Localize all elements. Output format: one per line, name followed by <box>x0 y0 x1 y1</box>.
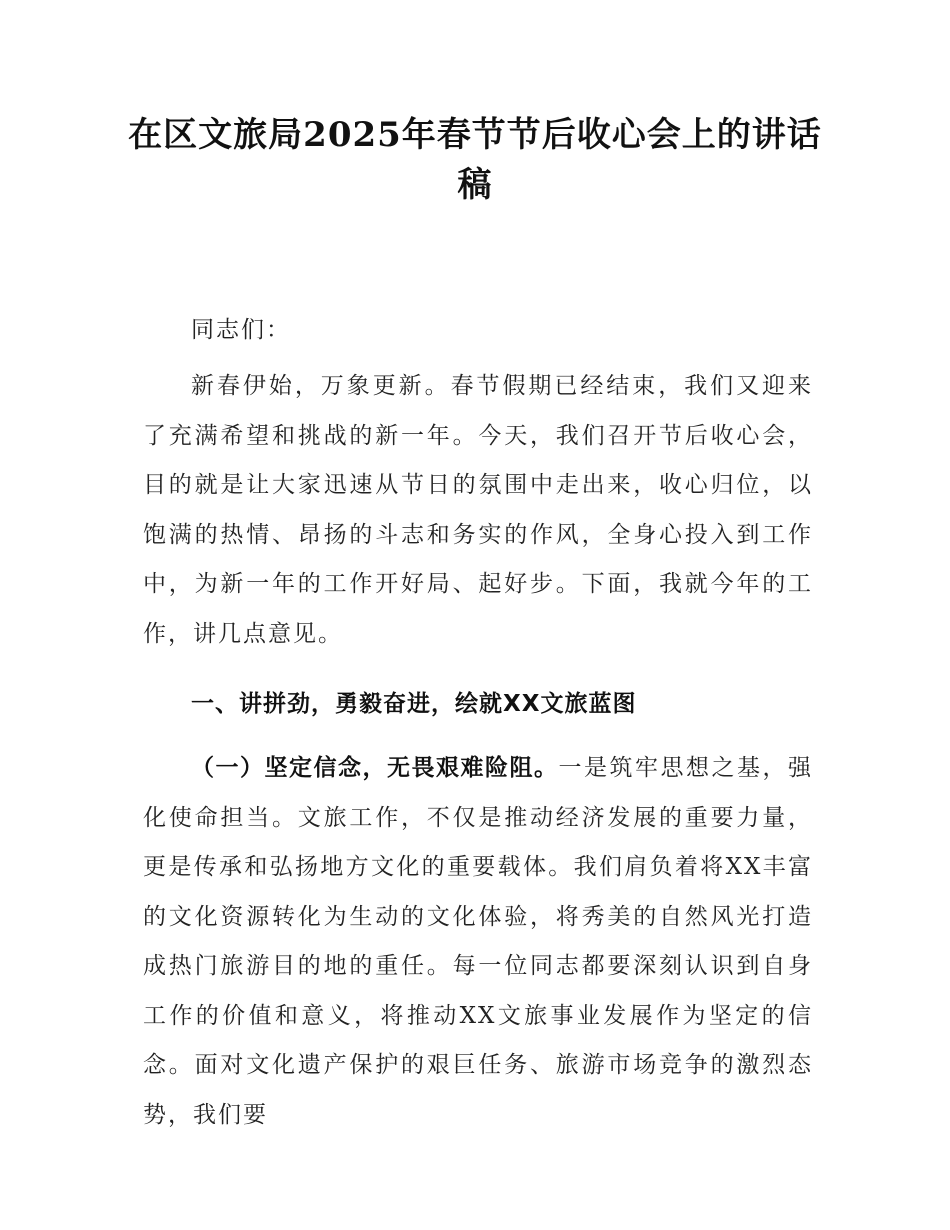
section-heading: 一、讲拼劲，勇毅奋进，绘就XX文旅蓝图 <box>191 691 637 717</box>
subsection-paragraph <box>143 744 813 1140</box>
opening-paragraph: 新春伊始，万象更新。春节假期已经结束，我们又迎来了充满希望和挑战的新一年。今天，我们召开节后收心会，目的就是让大家迅速从节日的氛围中走出来，收心归位，以饱满的热情、昂扬的斗志和务实的作风，全身心投入到工作中，为新一年的工作开好局、起好步。下面，我就今年的工作，讲几点意见。 <box>143 373 813 647</box>
document-title: 在区文旅局2025年春节节后收心会上的讲话稿 <box>128 115 822 205</box>
subsection-text: 一是筑牢思想之基，强化使命担当。文旅工作，不仅是推动经济发展的重要力量，更是传承和弘扬地方文化的重要载体。我们肩负着将XX丰富的文化资源转化为生动的文化体验，将秀美的自然风光打造成热门旅游目的地的重任。每一位同志都要深刻认识到自身工作的价值和意义，将推动XX文旅事业发展作为坚定的信念。面对文化遗产保护的艰巨任务、旅游市场竞争的激烈态势，我们要 <box>143 755 813 1128</box>
subsection-lead: （一）坚定信念，无畏艰难险阻。 <box>191 755 559 781</box>
greeting: 同志们： <box>191 317 291 343</box>
